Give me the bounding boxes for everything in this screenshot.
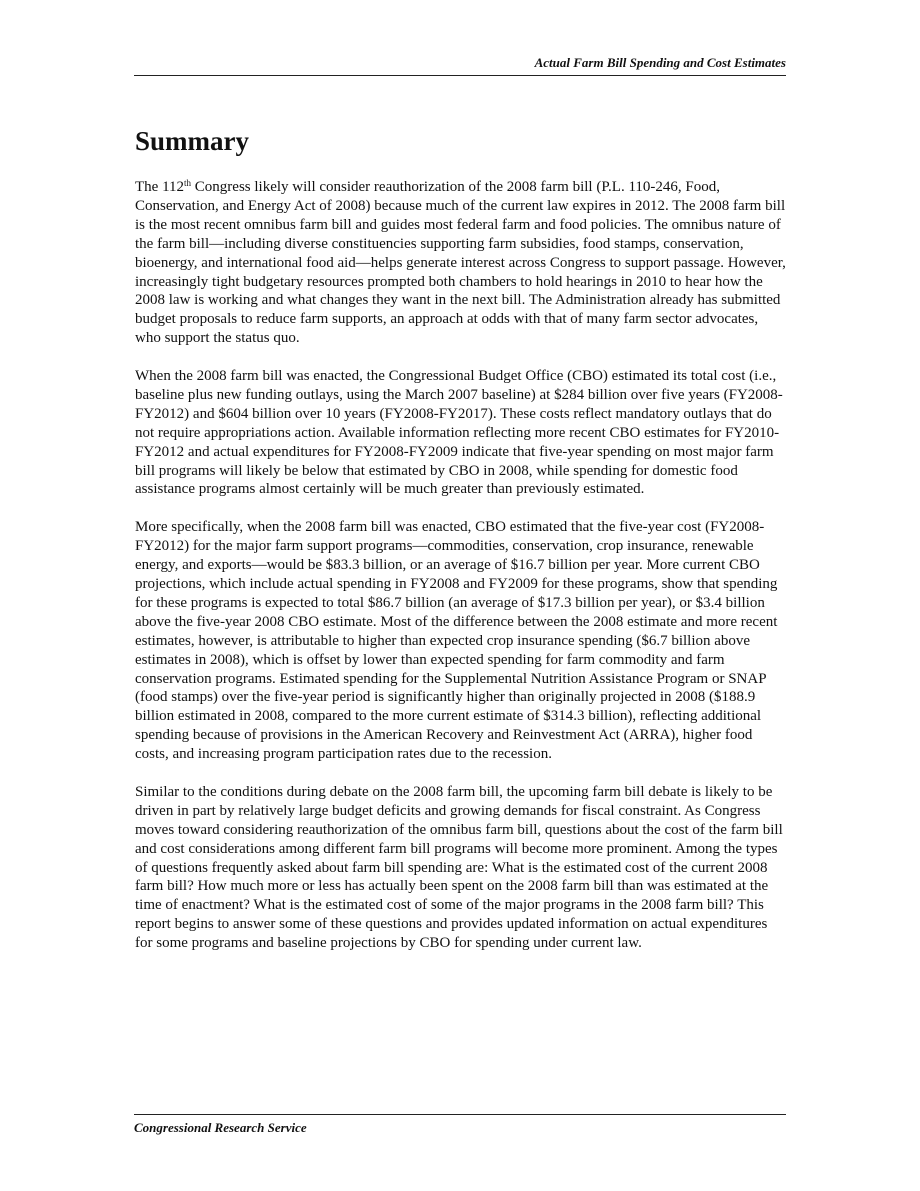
summary-paragraph-1	[135, 178, 787, 348]
summary-paragraph-2: When the 2008 farm bill was enacted, the Congressional Budget Office (CBO) estimated its total cost (i.e., baseline plus new funding outlays, using the March 2007 baseline) at $284 billion over five years (FY2008-FY2012) and $604 billion over 10 years (FY2008-FY2017). These costs reflect mandatory outlays that do not require appropriations action. Available information reflecting more recent CBO estimates for FY2010-FY2012 and actual expenditures for FY2008-FY2009 indicate that five-year spending on most major farm bill programs will likely be below that estimated by CBO in 2008, while spending for domestic food assistance programs almost certainly will be much greater than previously estimated.	[135, 368, 783, 498]
p1-ordinal-superscript: th	[184, 178, 192, 188]
p1-rest: Congress likely will consider reauthorization of the 2008 farm bill (P.L. 110-246, Food, Conservation, and Energy Act of 2008) because much of the current law expires in 2012. The 2008 farm bill is the most recent omnibus farm bill and guides most federal farm and food policies. The omnibus nature of the farm bill—including diverse constituencies supporting farm subsidies, food stamps, conservation, bioenergy, and international food aid—helps generate interest across Congress to support passage. However, increasingly tight budgetary resources prompted both chambers to hold hearings in 2010 to hear how the 2008 law is working and what changes they want in the next bill. The Administration already has submitted budget proposals to reduce farm supports, an approach at odds with that of many farm sector advocates, who support the status quo.	[135, 179, 786, 347]
summary-body	[135, 178, 787, 972]
summary-paragraph-3: More specifically, when the 2008 farm bill was enacted, CBO estimated that the five-year cost (FY2008-FY2012) for the major farm support programs—commodities, conservation, crop insurance, renewable energy, and exports—would be $83.3 billion, or an average of $16.7 billion per year. More current CBO projections, which include actual spending in FY2008 and FY2009 for these programs, show that spending for these programs is expected to total $86.7 billion (an average of $17.3 billion per year), or $3.4 billion above the five-year 2008 CBO estimate. Most of the difference between the 2008 estimate and more recent estimates, however, is attributable to higher than expected crop insurance spending ($6.7 billion above estimates in 2008), which is offset by lower than expected spending for farm commodity and farm conservation programs. Estimated spending for the Supplemental Nutrition Assistance Program or SNAP (food stamps) over the five-year period is significantly higher than originally projected in 2008 ($188.9 billion estimated in 2008, compared to the more current estimate of $314.3 billion), reflecting additional spending because of provisions in the American Recovery and Reinvestment Act (ARRA), higher food costs, and increasing program participation rates due to the recession.	[135, 519, 778, 763]
summary-paragraph-4: Similar to the conditions during debate on the 2008 farm bill, the upcoming farm bill debate is likely to be driven in part by relatively large budget deficits and growing demands for fiscal constraint. As Congress moves toward considering reauthorization of the omnibus farm bill, questions about the cost of the farm bill and cost considerations among different farm bill programs will become more prominent. Among the types of questions frequently asked about farm bill spending are: What is the estimated cost of the current 2008 farm bill? How much more or less has actually been spent on the 2008 farm bill than was estimated at the time of enactment? What is the estimated cost of some of the major programs in the 2008 farm bill? This report begins to answer some of these questions and provides updated information on actual expenditures for some programs and baseline projections by CBO for spending under current law.	[135, 783, 783, 952]
footer-publisher: Congressional Research Service	[134, 1120, 307, 1135]
running-header-title: Actual Farm Bill Spending and Cost Estimates	[534, 55, 786, 70]
p1-lead: The 112	[135, 179, 185, 195]
running-header	[134, 55, 786, 76]
running-footer	[134, 1114, 786, 1136]
page-title: Summary	[135, 126, 249, 156]
